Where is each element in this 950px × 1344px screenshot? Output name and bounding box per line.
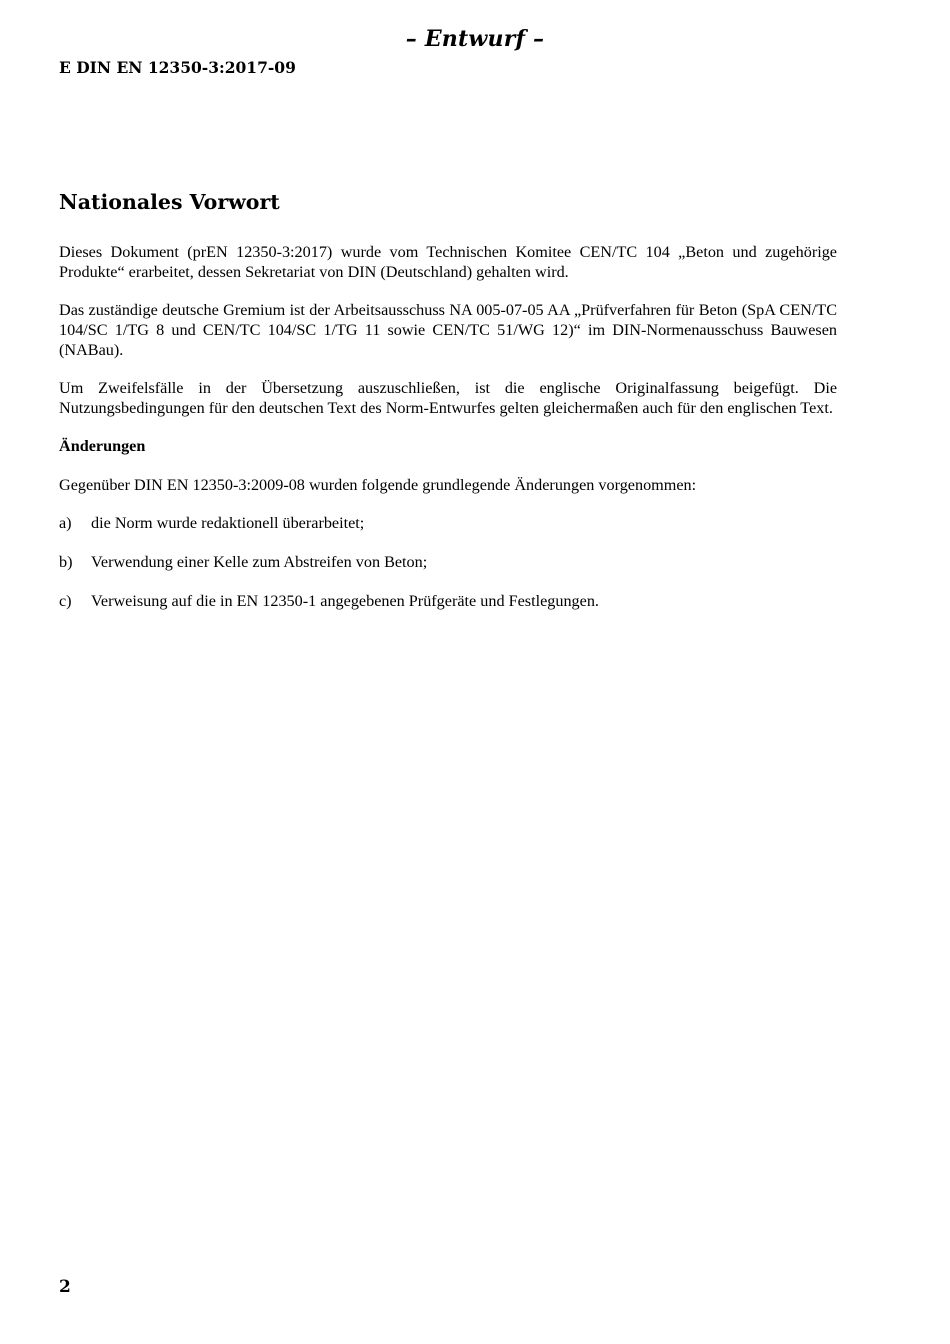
list-marker: a) <box>59 514 72 532</box>
main-content <box>59 186 837 630</box>
paragraph-translation: Um Zweifelsfälle in der Übersetzung auszuschließen, ist die englische Originalfassung beigefügt. Die Nutzungsbedingungen für den deutschen Text des Norm-Entwurfes gelten gleichermaßen auch für den englischen Text. <box>59 379 837 417</box>
section-title: Nationales Vorwort <box>59 190 280 214</box>
page-number: 2 <box>59 1277 71 1297</box>
list-item <box>59 591 837 611</box>
draft-watermark: – Entwurf – <box>405 26 545 52</box>
changes-intro: Gegenüber DIN EN 12350-3:2009-08 wurden folgende grundlegende Änderungen vorgenommen: <box>59 476 697 494</box>
paragraph-committee: Dieses Dokument (prEN 12350-3:2017) wurde vom Technischen Komitee CEN/TC 104 „Beton und zugehörige Produkte“ erarbeitet, dessen Sekretariat von DIN (Deutschland) gehalten wird. <box>59 243 837 281</box>
list-item-text: die Norm wurde redaktionell überarbeitet; <box>91 514 365 532</box>
changes-list <box>59 513 837 611</box>
list-marker: c) <box>59 592 72 610</box>
list-item-text: Verweisung auf die in EN 12350-1 angegebenen Prüfgeräte und Festlegungen. <box>91 592 599 610</box>
list-item <box>59 513 837 533</box>
paragraph-german-body: Das zuständige deutsche Gremium ist der Arbeitsausschuss NA 005-07-05 AA „Prüfverfahren für Beton (SpA CEN/TC 104/SC 1/TG 8 und CEN/TC 104/SC 1/TG 11 sowie CEN/TC 51/WG 12)“ im DIN-Normenausschuss Bauwesen (NABau). <box>59 301 837 359</box>
list-item-text: Verwendung einer Kelle zum Abstreifen von Beton; <box>91 553 428 571</box>
changes-heading: Änderungen <box>59 437 146 455</box>
list-marker: b) <box>59 553 73 571</box>
list-item <box>59 552 837 572</box>
document-id: E DIN EN 12350-3:2017-09 <box>59 58 296 77</box>
